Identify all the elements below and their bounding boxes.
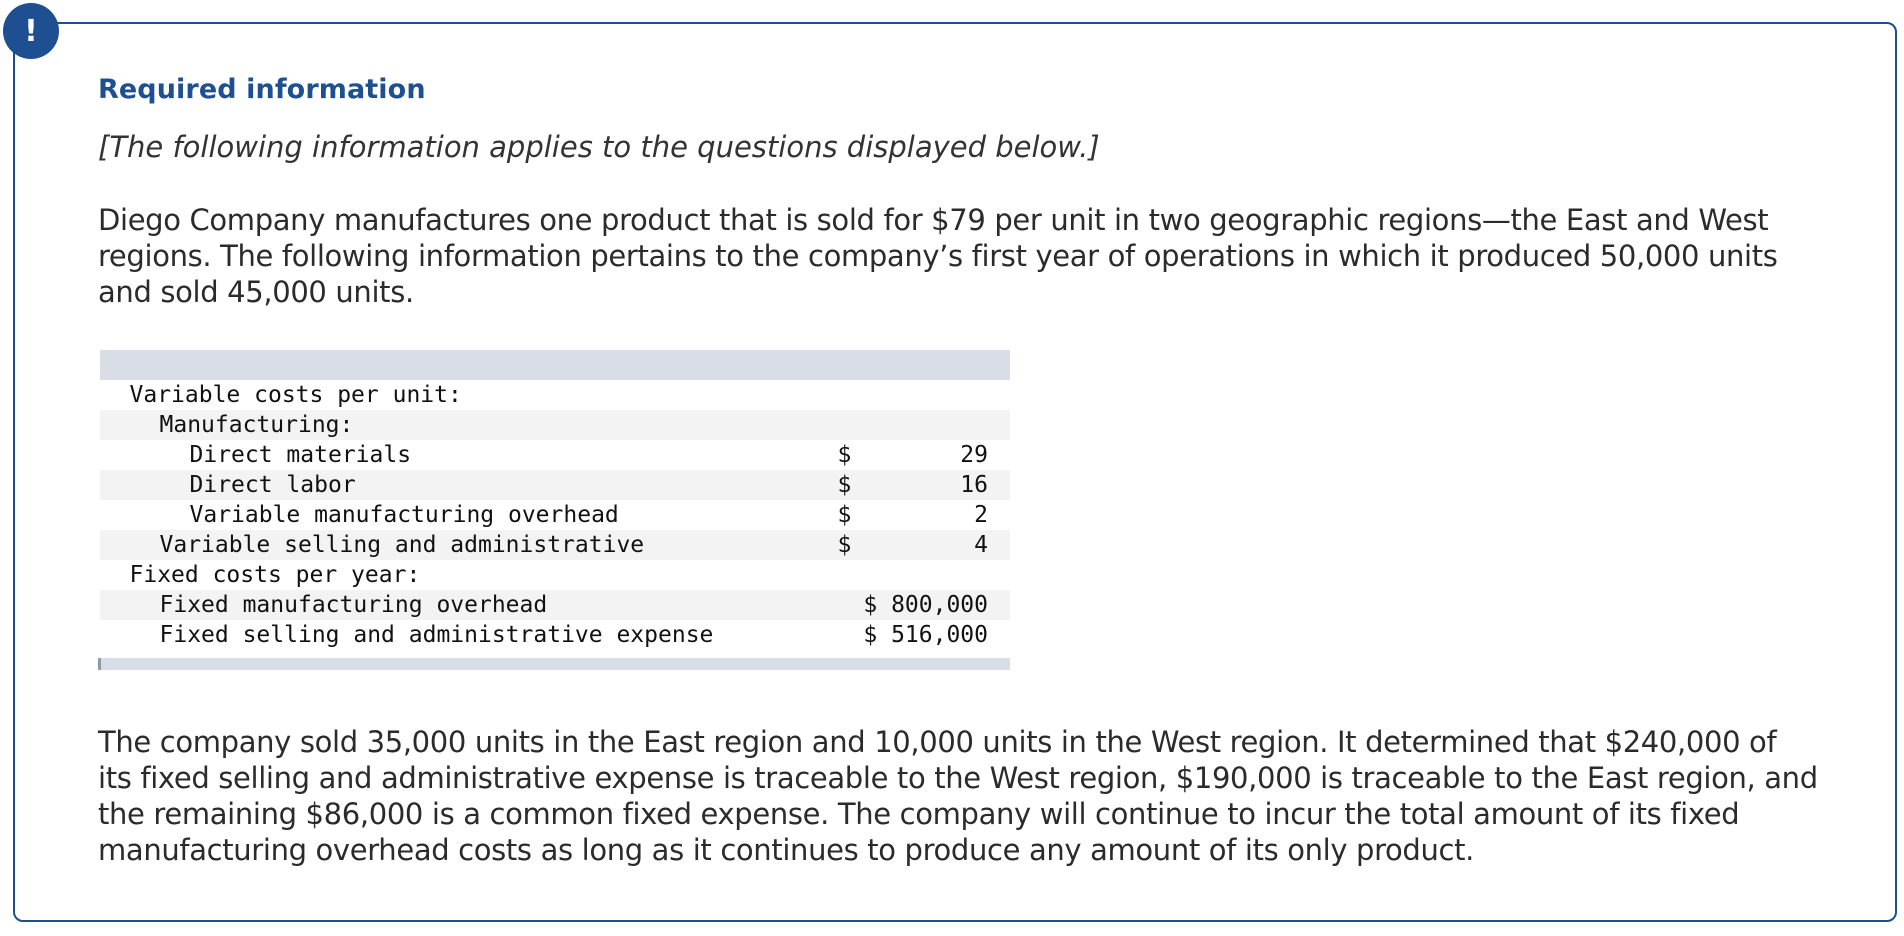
table-row xyxy=(100,620,1011,650)
table-row xyxy=(100,440,1011,470)
fixed-mfg-overhead-label: Fixed manufacturing overhead xyxy=(100,590,838,620)
fixed-selling-admin-value: $ 516,000 xyxy=(863,622,988,648)
table-row xyxy=(100,590,1011,620)
direct-materials-value: 29 xyxy=(960,442,988,468)
table-header-bar xyxy=(100,350,1011,380)
variable-selling-admin-currency: $ xyxy=(838,530,869,560)
table-row xyxy=(100,470,1011,500)
fixed-costs-header: Fixed costs per year: xyxy=(129,562,421,588)
table-row xyxy=(100,560,1011,590)
manufacturing-header: Manufacturing: xyxy=(100,410,838,440)
table-row xyxy=(100,530,1011,560)
alert-icon xyxy=(3,3,59,59)
variable-mfg-overhead-value: 2 xyxy=(974,502,988,528)
table-row xyxy=(100,500,1011,530)
direct-labor-value: 16 xyxy=(868,470,1010,500)
variable-selling-admin-label: Variable selling and administrative xyxy=(100,530,838,560)
variable-mfg-overhead-label: Variable manufacturing overhead xyxy=(189,502,619,528)
subnote: [The following information applies to the questions displayed below.] xyxy=(98,130,1100,164)
table-row xyxy=(100,410,1011,440)
fixed-mfg-overhead-value: $ 800,000 xyxy=(838,590,1010,620)
fixed-selling-admin-label: Fixed selling and administrative expense xyxy=(159,622,714,648)
table-spacer xyxy=(100,650,1011,658)
table-footer-bar xyxy=(100,658,1011,670)
outro-paragraph: The company sold 35,000 units in the East region and 10,000 units in the West region. It determined that $240,000 of its fixed selling and administrative expense is traceable to the West region, $190,000 is traceable to the East region, and the remaining $86,000 is a common fixed expense. The company will continue to incur the total amount of its fixed manufacturing overhead costs as long as it continues to produce any amount of its only product. xyxy=(98,725,1818,867)
variable-costs-header: Variable costs per unit: xyxy=(129,382,462,408)
table-row xyxy=(100,380,1011,410)
section-heading: Required information xyxy=(98,74,426,105)
direct-materials-label: Direct materials xyxy=(189,442,412,468)
direct-materials-currency: $ xyxy=(837,442,852,468)
alert-symbol: ! xyxy=(24,13,38,49)
variable-selling-admin-value: 4 xyxy=(868,530,1010,560)
cost-table xyxy=(98,350,1010,670)
intro-paragraph: Diego Company manufactures one product that is sold for $79 per unit in two geographic regions—the East and West regions. The following information pertains to the company’s first year of operations in which it produced 50,000 units and sold 45,000 units. xyxy=(98,203,1778,309)
variable-mfg-overhead-currency: $ xyxy=(837,502,852,528)
direct-labor-label: Direct labor xyxy=(100,470,838,500)
direct-labor-currency: $ xyxy=(838,470,869,500)
